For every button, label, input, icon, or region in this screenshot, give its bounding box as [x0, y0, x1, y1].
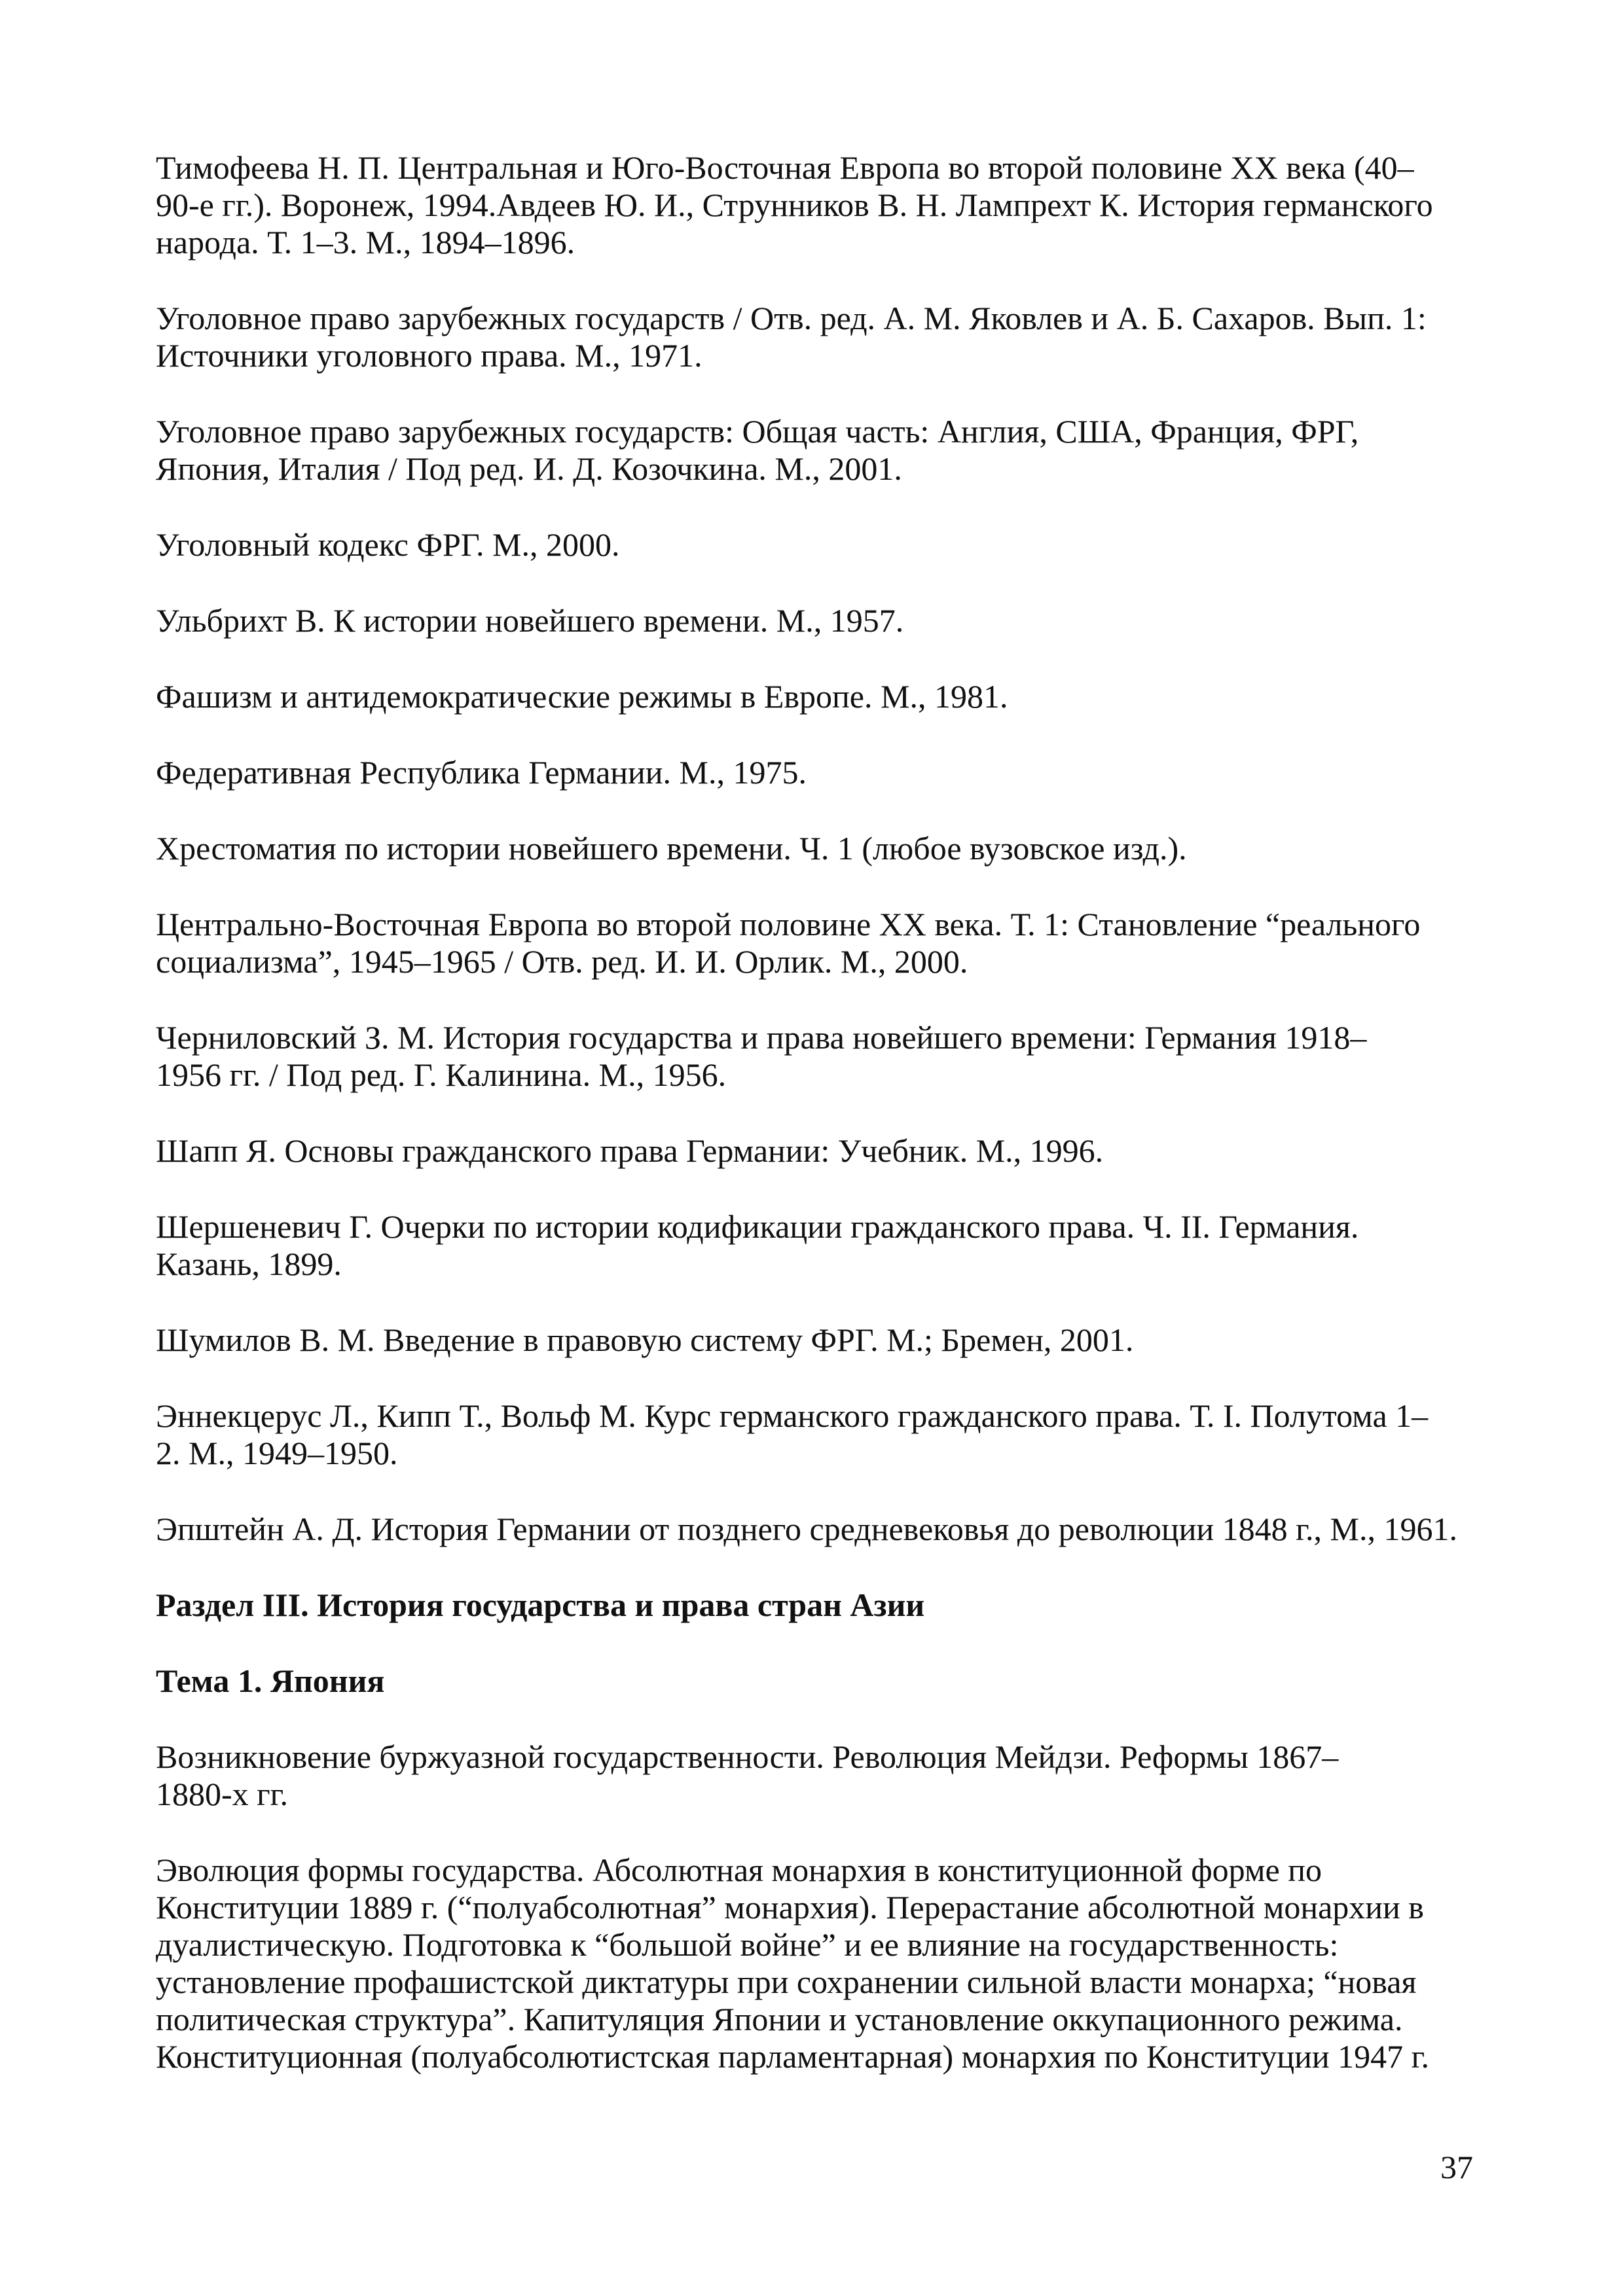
topic-paragraph: Эволюция формы государства. Абсолютная монархия в конституционной форме по Конституции 1889 г. (“полуабсолютная” монархия). Перерастание абсолютной монархии в дуалистическую. Подготовка к “большой войне” и ее влияние на государственность: установление профашистской диктатуры при сохранении сильной власти монарха; “новая политическая структура”. Капитуляция Японии и установление оккупационного режима. Конституционная (полуабсолютистская парламентарная) монархия по Конституции 1947 г.: [156, 1852, 1429, 2075]
bibliography-entry: Уголовное право зарубежных государств: Общая часть: Англия, США, Франция, ФРГ, Япония, Италия / Под ред. И. Д. Козочкина. М., 2001.: [156, 413, 1359, 487]
bibliography-entry: Тимофеева Н. П. Центральная и Юго-Восточная Европа во второй половине XX века (40– 90-е гг.). Воронеж, 1994.Авдеев Ю. И., Струнников В. Н. Лампрехт К. История германского народа. Т. 1–3. М., 1894–1896.: [156, 149, 1433, 260]
bibliography-entry: Эннекцерус Л., Кипп Т., Вольф М. Курс германского гражданского права. Т. I. Полутома 1– 2. М., 1949–1950.: [156, 1397, 1429, 1471]
bibliography-entry: Уголовный кодекс ФРГ. М., 2000.: [156, 526, 620, 563]
bibliography-entry: Фашизм и антидемократические режимы в Европе. М., 1981.: [156, 678, 1008, 715]
topic-paragraph: Возникновение буржуазной государственности. Революция Мейдзи. Реформы 1867– 1880-х гг.: [156, 1738, 1339, 1812]
bibliography-entry: Федеративная Республика Германии. М., 1975.: [156, 754, 807, 791]
bibliography-entry: Шершеневич Г. Очерки по истории кодификации гражданского права. Ч. II. Германия. Казань, 1899.: [156, 1208, 1359, 1282]
bibliography-entry: Эпштейн А. Д. История Германии от позднего средневековья до революции 1848 г., М., 1961.: [156, 1511, 1457, 1547]
bibliography-entry: Центрально-Восточная Европа во второй половине XX века. Т. 1: Становление “реального социализма”, 1945–1965 / Отв. ред. И. И. Орлик. М., 2000.: [156, 906, 1421, 980]
topic-heading: Тема 1. Япония: [156, 1662, 385, 1699]
bibliography-entry: Шапп Я. Основы гражданского права Германии: Учебник. М., 1996.: [156, 1132, 1104, 1169]
bibliography-entry: Черниловский З. М. История государства и права новейшего времени: Германия 1918– 1956 гг. / Под ред. Г. Калинина. М., 1956.: [156, 1019, 1367, 1093]
section-heading: Раздел III. История государства и права стран Азии: [156, 1587, 925, 1623]
bibliography-entry: Ульбрихт В. К истории новейшего времени. М., 1957.: [156, 602, 904, 639]
page-number: 37: [1440, 2149, 1473, 2185]
bibliography-entry: Шумилов В. М. Введение в правовую систему ФРГ. М.; Бремен, 2001.: [156, 1321, 1134, 1358]
bibliography-entry: Уголовное право зарубежных государств / Отв. ред. А. М. Яковлев и А. Б. Сахаров. Вып. 1: Источники уголовного права. М., 1971.: [156, 300, 1427, 374]
document-body: [156, 149, 1504, 2114]
bibliography-entry: Хрестоматия по истории новейшего времени. Ч. 1 (любое вузовское изд.).: [156, 830, 1187, 867]
